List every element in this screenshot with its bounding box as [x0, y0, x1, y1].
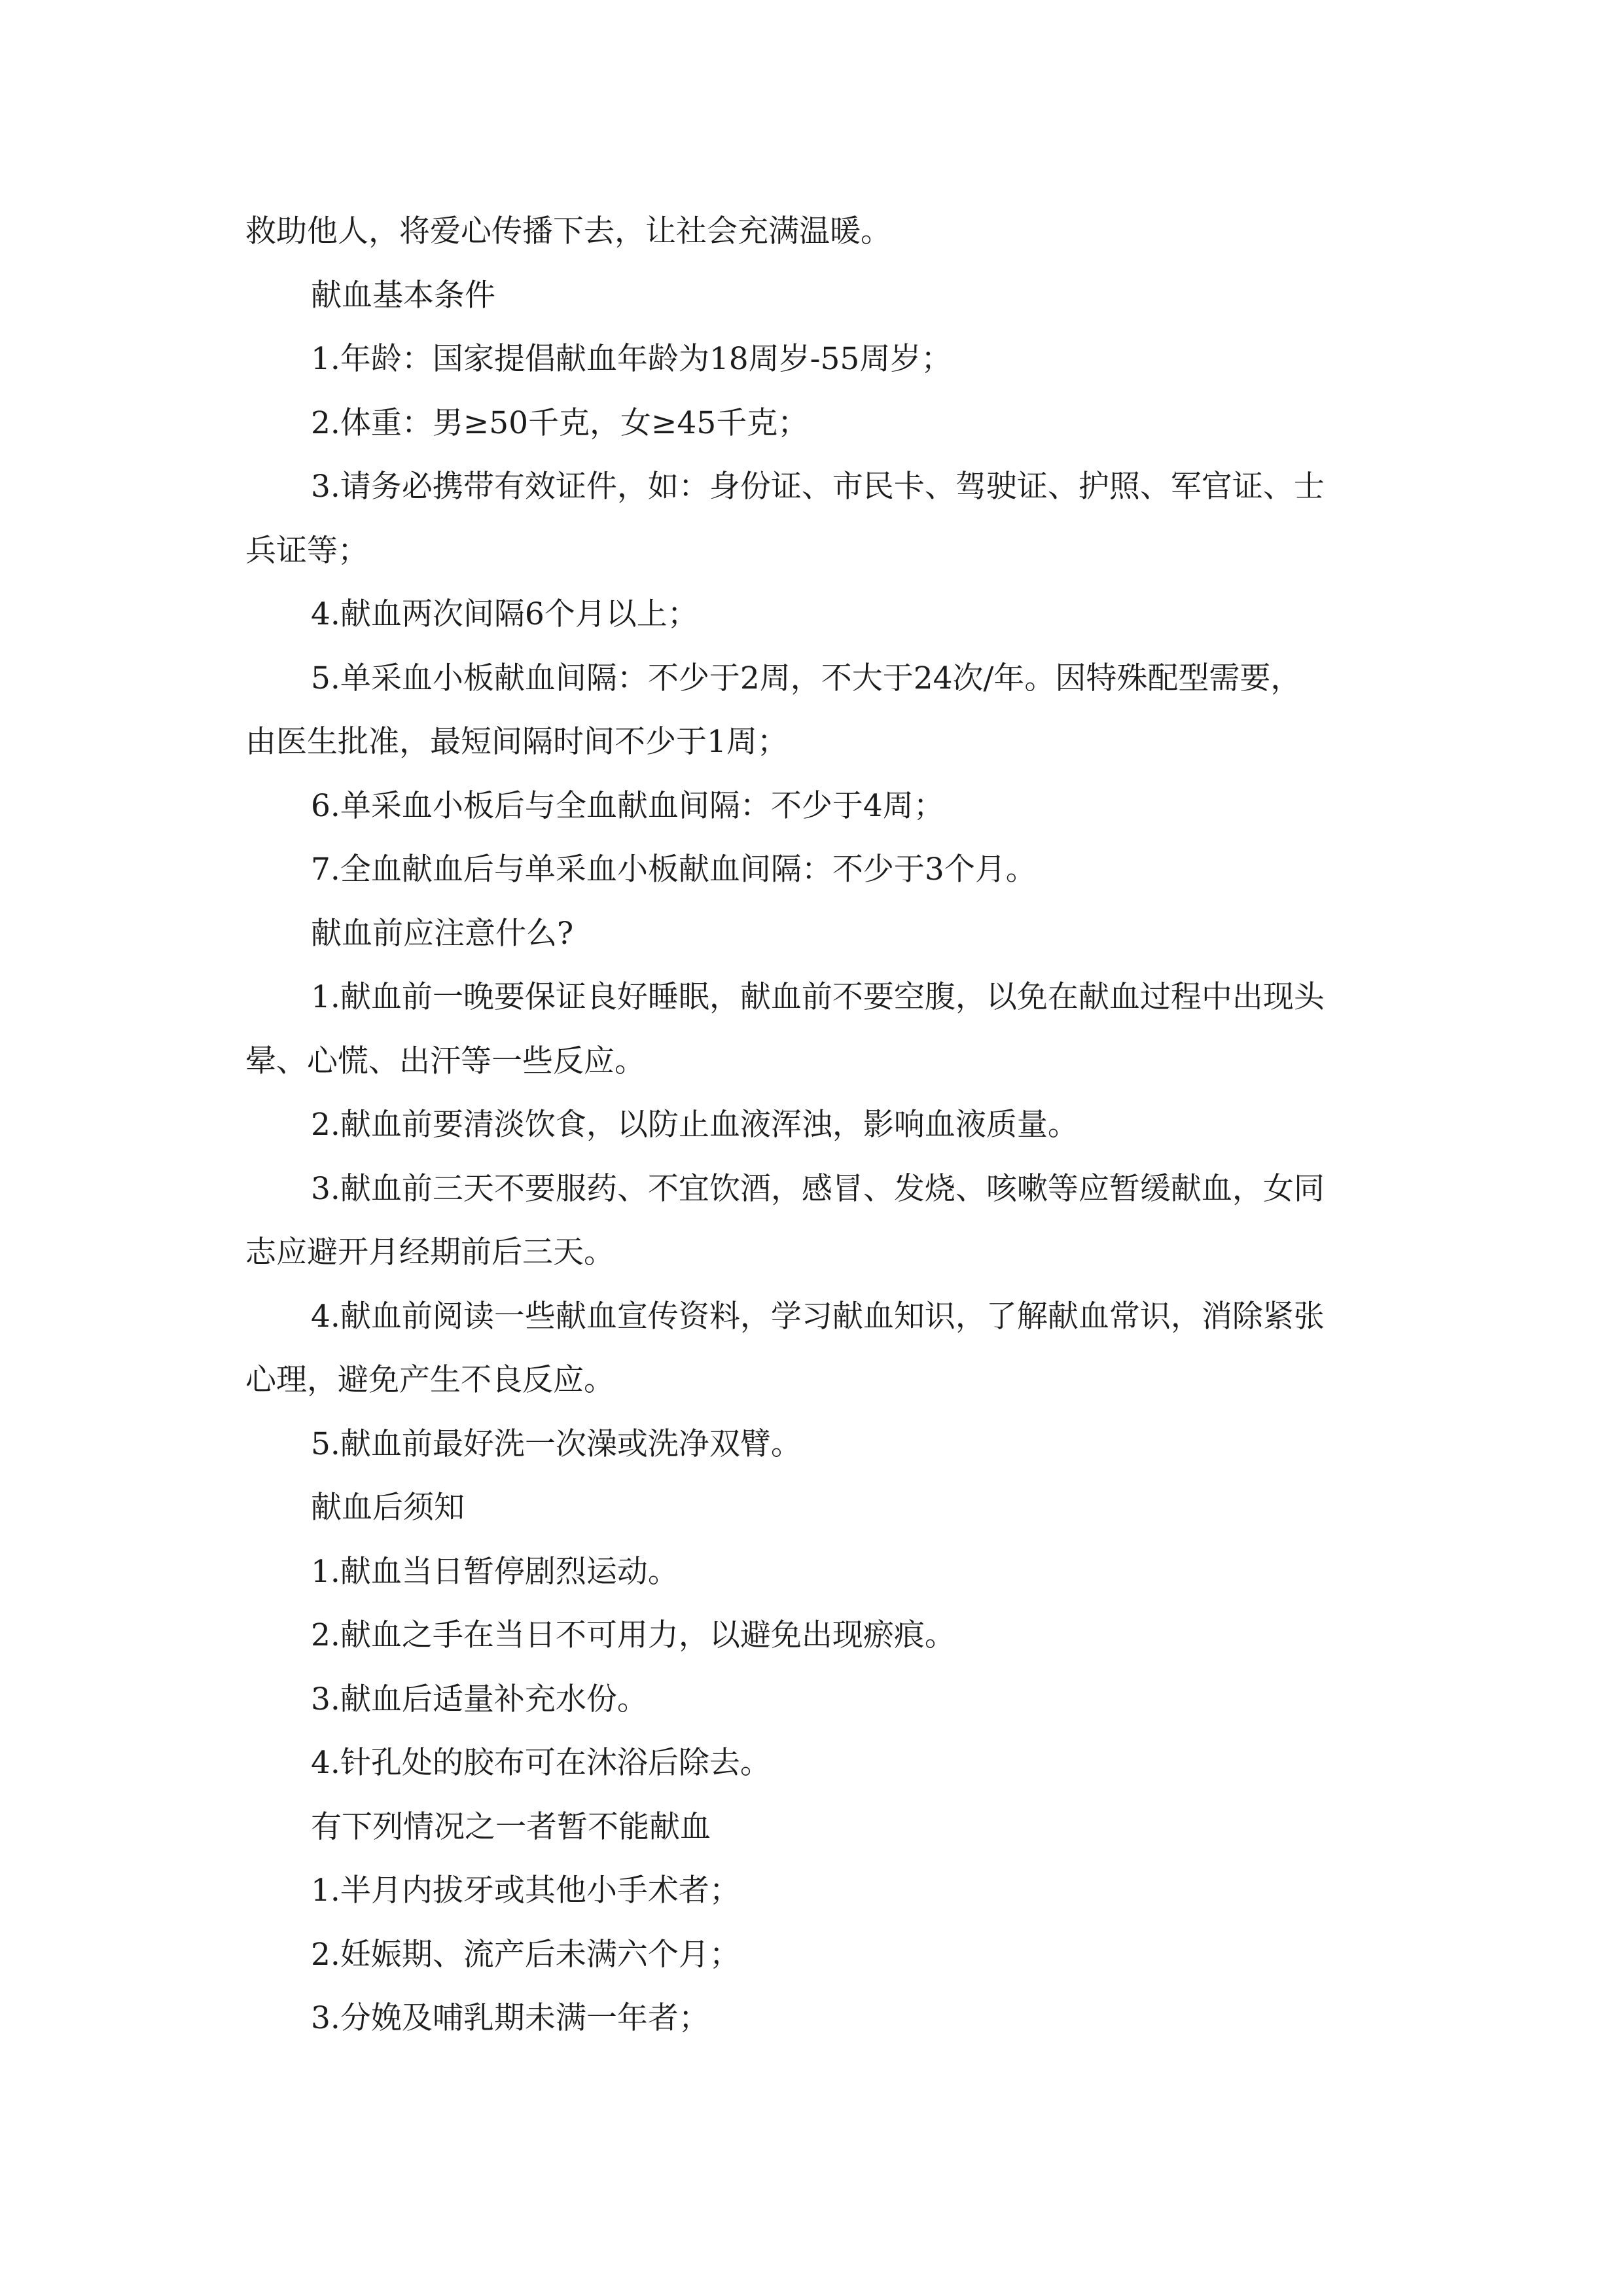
text-line: 兵证等； [245, 532, 368, 569]
text-line: 由医生批准，最短间隔时间不少于1周； [245, 724, 788, 760]
text-line: 2.体重：男≥50千克，女≥45千克； [311, 404, 809, 441]
text-line: 2.妊娠期、流产后未满六个月； [311, 1936, 740, 1973]
text-line: 1.献血前一晚要保证良好睡眠，献血前不要空腹，以免在献血过程中出现头 [311, 979, 1325, 1015]
text-line: 3.献血前三天不要服药、不宜饮酒，感冒、发烧、咳嗽等应暂缓献血，女同 [311, 1170, 1325, 1207]
section-heading-after-donation: 献血后须知 [311, 1490, 465, 1526]
text-line: 4.针孔处的胶布可在沐浴后除去。 [311, 1745, 771, 1781]
document-body [245, 200, 1378, 2051]
text-line: 4.献血前阅读一些献血宣传资料，学习献血知识，了解献血常识，消除紧张 [311, 1298, 1325, 1335]
text-line: 3.分娩及哺乳期未满一年者； [311, 2000, 709, 2036]
section-heading-ineligible: 有下列情况之一者暂不能献血 [311, 1808, 711, 1845]
text-line: 3.献血后适量补充水份。 [311, 1681, 648, 1717]
text-line: 志应避开月经期前后三天。 [245, 1234, 615, 1270]
text-line: 4.献血两次间隔6个月以上； [311, 596, 698, 632]
text-line: 救助他人，将爱心传播下去，让社会充满温暖。 [245, 213, 891, 249]
section-heading-before-donation: 献血前应注意什么? [311, 915, 574, 952]
text-line: 1.献血当日暂停剧烈运动。 [311, 1553, 679, 1590]
text-line: 2.献血前要清淡饮食，以防止血液浑浊，影响血液质量。 [311, 1107, 1079, 1143]
text-line: 6.单采血小板后与全血献血间隔：不少于4周； [311, 787, 944, 824]
text-line: 1.年龄：国家提倡献血年龄为18周岁-55周岁； [311, 341, 952, 377]
text-line: 晕、心慌、出汗等一些反应。 [245, 1043, 645, 1079]
text-line: 3.请务必携带有效证件，如：身份证、市民卡、驾驶证、护照、军官证、士 [311, 469, 1325, 505]
text-line: 2.献血之手在当日不可用力，以避免出现瘀痕。 [311, 1617, 955, 1653]
text-line: 7.全血献血后与单采血小板献血间隔：不少于3个月。 [311, 852, 1037, 888]
section-heading-basic-conditions: 献血基本条件 [311, 277, 495, 314]
text-line: 5.献血前最好洗一次澡或洗净双臂。 [311, 1426, 802, 1462]
text-line: 1.半月内拔牙或其他小手术者； [311, 1873, 740, 1909]
text-line: 5.单采血小板献血间隔：不少于2周，不大于24次/年。因特殊配型需要， [311, 660, 1302, 696]
text-line: 心理，避免产生不良反应。 [245, 1362, 615, 1398]
